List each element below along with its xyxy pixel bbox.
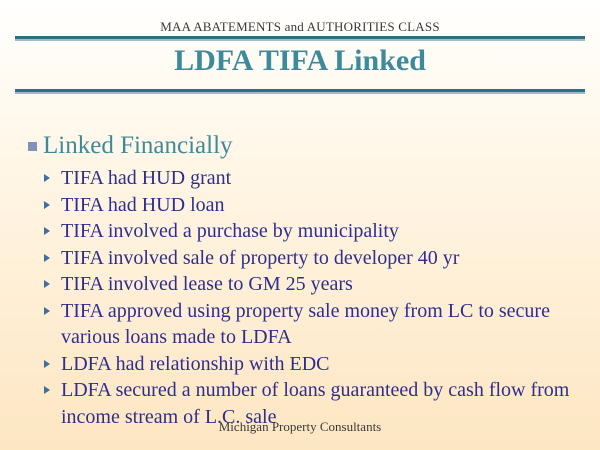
sub-bullet [44,298,584,351]
sub-bullet [44,192,584,219]
triangle-bullet-icon [44,280,50,288]
sub-bullet-text: TIFA involved lease to GM 25 years [61,273,353,295]
triangle-bullet-icon [44,307,50,315]
sub-bullet-text: TIFA involved a purchase by municipality [61,220,399,242]
triangle-bullet-icon [44,227,50,235]
sub-bullet [44,218,584,245]
sub-bullet-text: TIFA had HUD grant [61,167,232,189]
sub-bullet [44,165,584,192]
triangle-bullet-icon [44,254,50,262]
main-bullet [28,132,233,160]
slide-footer: Michigan Property Consultants [218,419,382,434]
slide-header: MAA ABATEMENTS and AUTHORITIES CLASS [160,19,440,34]
triangle-bullet-icon [44,201,50,209]
sub-bullet-text: LDFA secured a number of loans guaranteed by cash flow from income stream of L.C. sale [61,379,570,428]
triangle-bullet-icon [44,360,50,368]
sub-bullet [44,351,584,378]
triangle-bullet-icon [44,174,50,182]
sub-bullet-text: TIFA had HUD loan [61,193,225,216]
sub-bullet-list [44,165,584,430]
sub-bullet [44,245,584,272]
main-bullet-text: Linked Financially [43,132,233,159]
top-rule-shadow [15,39,585,41]
sub-bullet-text: LDFA had relationship with EDC [61,352,330,375]
sub-bullet [44,271,584,298]
sub-bullet-text: TIFA approved using property sale money from LC to secure various loans made to LDFA [61,299,550,348]
square-bullet-icon [28,142,37,151]
sub-bullet-text: TIFA involved sale of property to developer 40 yr [61,246,460,269]
triangle-bullet-icon [44,386,50,394]
bottom-rule-shadow [15,92,585,94]
slide-title: LDFA TIFA Linked [174,44,426,77]
